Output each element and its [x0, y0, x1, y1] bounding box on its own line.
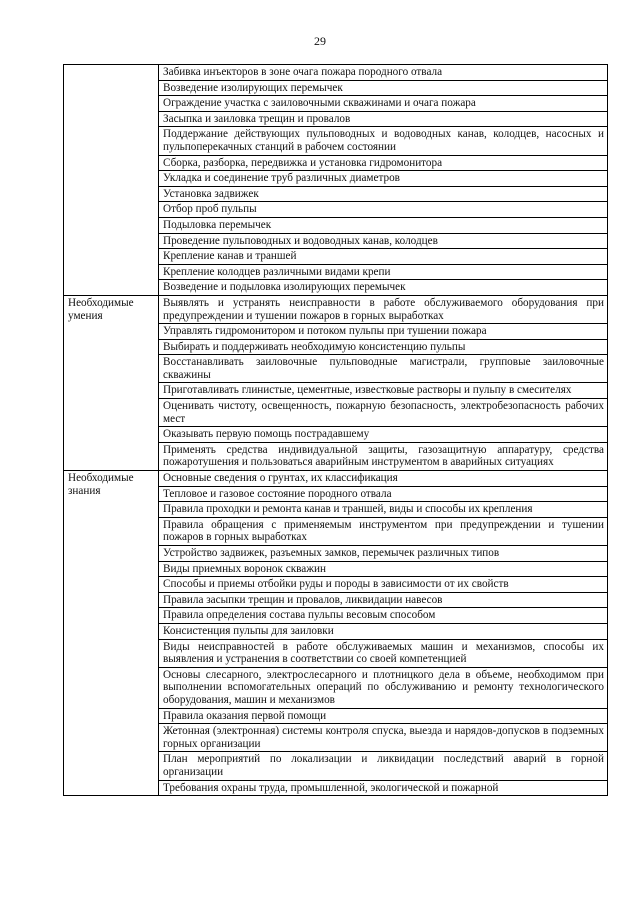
section-label: Необходимые умения [64, 295, 159, 470]
requirement-item: Проведение пульповодных и водоводных канав, колодцев [159, 233, 608, 249]
requirement-item: Укладка и соединение труб различных диаметров [159, 171, 608, 187]
requirement-item: Применять средства индивидуальной защиты, газозащитную аппаратуру, средства пожаротушения и пользоваться аварийным инструментом в аварийных ситуациях [159, 442, 608, 470]
requirement-item: Забивка инъекторов в зоне очага пожара породного отвала [159, 65, 608, 81]
requirement-item: Требования охраны труда, промышленной, экологической и пожарной [159, 780, 608, 796]
requirement-item: Выявлять и устранять неисправности в работе обслуживаемого оборудования при предупреждении и тушении пожаров в горных выработках [159, 295, 608, 323]
requirement-item: Крепление колодцев различными видами крепи [159, 264, 608, 280]
requirement-item: Виды приемных воронок скважин [159, 561, 608, 577]
table-row [64, 65, 608, 81]
requirement-item: Возведение и подыловка изолирующих перемычек [159, 280, 608, 296]
requirement-item: Приготавливать глинистые, цементные, известковые растворы и пульпу в смесителях [159, 383, 608, 399]
requirement-item: Основные сведения о грунтах, их классификация [159, 471, 608, 487]
section-label: Необходимые знания [64, 471, 159, 796]
requirement-item: Управлять гидромонитором и потоком пульпы при тушении пожара [159, 324, 608, 340]
requirement-item: Возведение изолирующих перемычек [159, 80, 608, 96]
table-row [64, 295, 608, 323]
requirement-item: Отбор проб пульпы [159, 202, 608, 218]
requirement-item: Ограждение участка с заиловочными скважинами и очага пожара [159, 96, 608, 112]
requirements-table-body [64, 65, 608, 796]
requirement-item: Правила определения состава пульпы весовым способом [159, 608, 608, 624]
requirement-item: Оценивать чистоту, освещенность, пожарную безопасность, электробезопасность рабочих мест [159, 399, 608, 427]
requirement-item: Устройство задвижек, разъемных замков, перемычек различных типов [159, 546, 608, 562]
requirement-item: План мероприятий по локализации и ликвидации последствий аварий в горной организации [159, 752, 608, 780]
requirement-item: Правила обращения с применяемым инструментом при предупреждении и тушении пожаров в горных выработках [159, 517, 608, 545]
table-row [64, 471, 608, 487]
requirement-item: Подыловка перемычек [159, 217, 608, 233]
section-label [64, 65, 159, 296]
requirement-item: Жетонная (электронная) системы контроля спуска, выезда и нарядов-допусков в подземных горных организации [159, 724, 608, 752]
requirement-item: Крепление канав и траншей [159, 249, 608, 265]
requirement-item: Установка задвижек [159, 186, 608, 202]
requirement-item: Виды неисправностей в работе обслуживаемых машин и механизмов, способы их выявления и устранения в соответствии со своей компетенцией [159, 639, 608, 667]
requirement-item: Выбирать и поддерживать необходимую консистенцию пульпы [159, 339, 608, 355]
requirement-item: Правила засыпки трещин и провалов, ликвидации навесов [159, 592, 608, 608]
page-number: 29 [314, 34, 326, 48]
requirement-item: Консистенция пульпы для заиловки [159, 623, 608, 639]
requirement-item: Основы слесарного, электрослесарного и плотницкого дела в объеме, необходимом при выполнении вспомогательных операций по обслуживанию и ремонту технологического оборудования, машин и механизмов [159, 667, 608, 708]
requirement-item: Правила оказания первой помощи [159, 708, 608, 724]
requirement-item: Правила проходки и ремонта канав и траншей, виды и способы их крепления [159, 502, 608, 518]
requirements-table [63, 64, 608, 796]
requirement-item: Способы и приемы отбойки руды и породы в зависимости от их свойств [159, 577, 608, 593]
requirement-item: Поддержание действующих пульповодных и водоводных канав, колодцев, насосных и пульпоперекачных станций в рабочем состоянии [159, 127, 608, 155]
requirement-item: Сборка, разборка, передвижка и установка гидромонитора [159, 155, 608, 171]
requirement-item: Засыпка и заиловка трещин и провалов [159, 111, 608, 127]
requirement-item: Тепловое и газовое состояние породного отвала [159, 486, 608, 502]
requirement-item: Оказывать первую помощь пострадавшему [159, 427, 608, 443]
requirement-item: Восстанавливать заиловочные пульповодные магистрали, групповые заиловочные скважины [159, 355, 608, 383]
